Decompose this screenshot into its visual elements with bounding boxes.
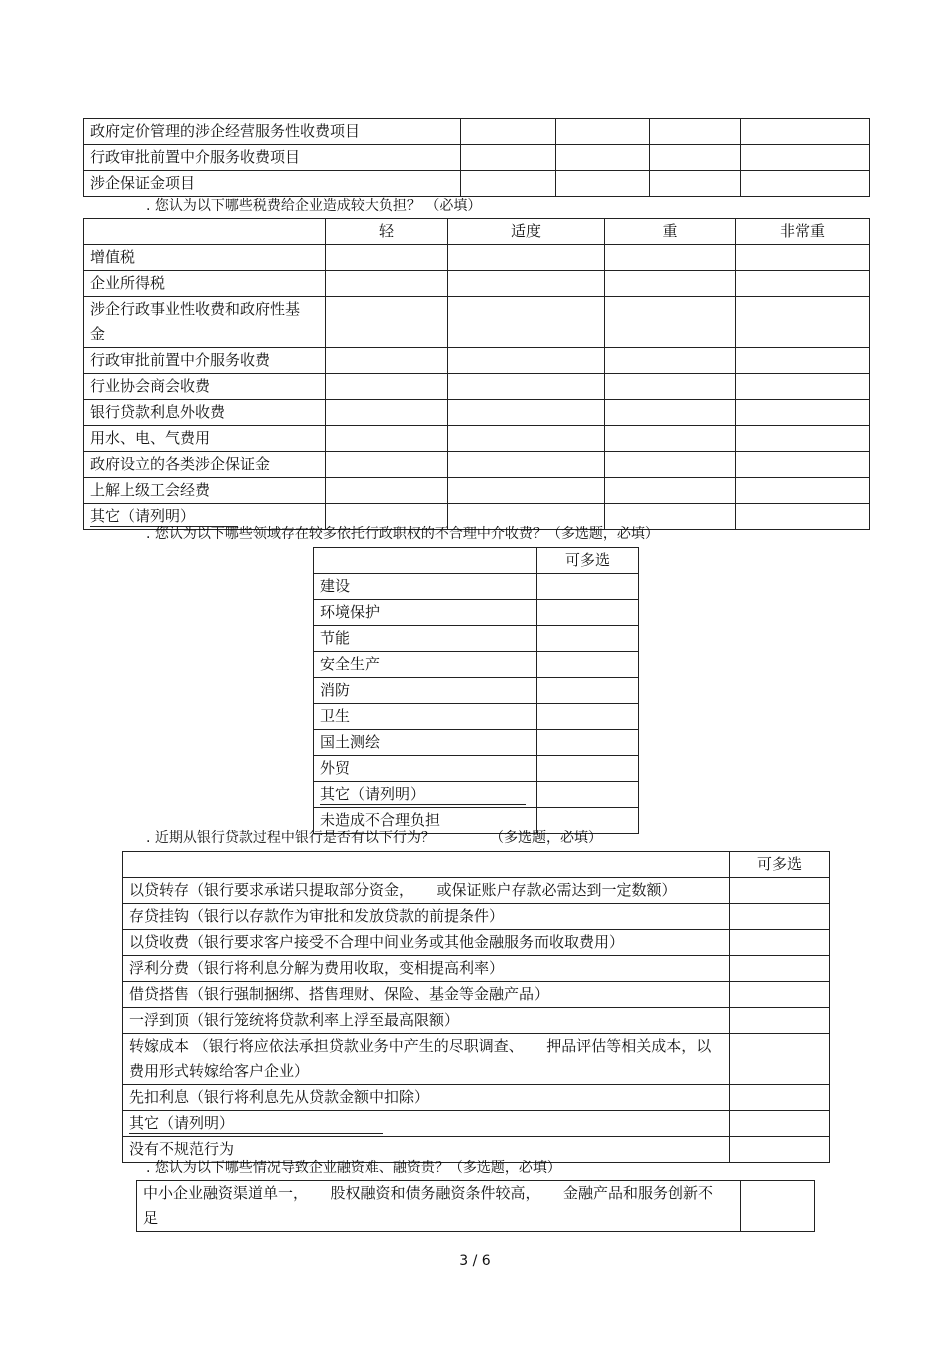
table-row (84, 426, 870, 452)
table-row (314, 626, 639, 652)
question-title: . 近期从银行贷款过程中银行是否有以下行为？ (146, 830, 435, 846)
table-row (84, 452, 870, 478)
header-moderate: 适度 (448, 219, 605, 245)
answer-cell[interactable] (326, 348, 448, 374)
table-row (84, 245, 870, 271)
row-label: 以贷收费（银行要求客户接受不合理中间业务或其他金融服务而收取费用） (123, 930, 730, 956)
answer-cell[interactable] (730, 1008, 830, 1034)
answer-cell[interactable] (736, 400, 870, 426)
row-label: 国土测绘 (314, 730, 537, 756)
header-blank (314, 548, 537, 574)
answer-cell[interactable] (537, 652, 639, 678)
answer-cell[interactable] (605, 478, 736, 504)
answer-cell[interactable] (736, 426, 870, 452)
fee-project-table (83, 118, 870, 197)
table-row (123, 904, 830, 930)
answer-cell[interactable] (736, 297, 870, 348)
row-label: 安全生产 (314, 652, 537, 678)
answer-cell[interactable] (448, 271, 605, 297)
header-row (84, 219, 870, 245)
row-label: 外贸 (314, 756, 537, 782)
answer-cell[interactable] (650, 171, 741, 197)
table-row (123, 1111, 830, 1137)
answer-cell[interactable] (448, 297, 605, 348)
answer-cell[interactable] (326, 426, 448, 452)
answer-cell[interactable] (650, 145, 741, 171)
answer-cell[interactable] (461, 119, 556, 145)
answer-cell[interactable] (605, 297, 736, 348)
table-row (314, 678, 639, 704)
row-label: 消防 (314, 678, 537, 704)
row-label: 涉企行政事业性收费和政府性基金 (84, 297, 326, 348)
answer-cell[interactable] (448, 400, 605, 426)
answer-cell[interactable] (730, 878, 830, 904)
other-fill-line[interactable]: 其它（请列明） (90, 506, 238, 527)
row-label: 政府设立的各类涉企保证金 (84, 452, 326, 478)
table-row (84, 171, 870, 197)
answer-cell[interactable] (537, 626, 639, 652)
row-label: 行政审批前置中介服务收费项目 (84, 145, 461, 171)
row-label: 行业协会商会收费 (84, 374, 326, 400)
header-blank (84, 219, 326, 245)
row-label-other (123, 1111, 730, 1137)
answer-cell[interactable] (650, 119, 741, 145)
answer-cell[interactable] (605, 348, 736, 374)
header-very-heavy: 非常重 (736, 219, 870, 245)
answer-cell[interactable] (605, 245, 736, 271)
row-label: 政府定价管理的涉企经营服务性收费项目 (84, 119, 461, 145)
answer-cell[interactable] (556, 119, 650, 145)
other-fill-line[interactable]: 其它（请列明） (129, 1113, 383, 1134)
row-label: 增值税 (84, 245, 326, 271)
row-label: 企业所得税 (84, 271, 326, 297)
row-label: 浮利分费（银行将利息分解为费用收取，变相提高利率） (123, 956, 730, 982)
answer-cell[interactable] (730, 1085, 830, 1111)
answer-cell[interactable] (736, 245, 870, 271)
row-label: 建设 (314, 574, 537, 600)
answer-cell[interactable] (448, 245, 605, 271)
table-row (314, 730, 639, 756)
table-row (123, 1034, 830, 1085)
answer-cell[interactable] (537, 600, 639, 626)
answer-cell[interactable] (448, 348, 605, 374)
tax-burden-table (83, 218, 870, 530)
table-row (137, 1181, 815, 1232)
table-row (123, 878, 830, 904)
answer-cell[interactable] (730, 1137, 830, 1163)
table-row (314, 782, 639, 808)
header-heavy: 重 (605, 219, 736, 245)
row-label-other (314, 782, 537, 808)
answer-cell[interactable] (326, 297, 448, 348)
answer-cell[interactable] (730, 930, 830, 956)
table-row (84, 297, 870, 348)
answer-cell[interactable] (605, 426, 736, 452)
page-number: 3 / 6 (459, 1253, 491, 1269)
answer-cell[interactable] (736, 271, 870, 297)
table-row (84, 374, 870, 400)
answer-cell[interactable] (736, 504, 870, 530)
row-label: 转嫁成本 （银行将应依法承担贷款业务中产生的尽职调查、 押品评估等相关成本，以费用形式转嫁给客户企业） (123, 1034, 730, 1085)
row-label: 先扣利息（银行将利息先从贷款金额中扣除） (123, 1085, 730, 1111)
row-label: 上解上级工会经费 (84, 478, 326, 504)
answer-cell[interactable] (461, 145, 556, 171)
answer-cell[interactable] (741, 171, 870, 197)
header-row (314, 548, 639, 574)
table-row (314, 704, 639, 730)
answer-cell[interactable] (326, 452, 448, 478)
question-title: . 您认为以下哪些情况导致企业融资难、融资贵？（多选题，必填） (146, 1160, 561, 1176)
table-row (314, 652, 639, 678)
table-row (84, 271, 870, 297)
answer-cell[interactable] (741, 145, 870, 171)
answer-cell[interactable] (605, 452, 736, 478)
answer-cell[interactable] (448, 374, 605, 400)
agency-fee-field-table (313, 547, 639, 834)
answer-cell[interactable] (730, 956, 830, 982)
answer-cell[interactable] (605, 400, 736, 426)
header-row (123, 852, 830, 878)
row-label: 一浮到顶（银行笼统将贷款利率上浮至最高限额） (123, 1008, 730, 1034)
answer-cell[interactable] (326, 374, 448, 400)
answer-cell[interactable] (537, 574, 639, 600)
other-fill-line[interactable]: 其它（请列明） (320, 784, 526, 805)
table-row (314, 756, 639, 782)
table-row (84, 119, 870, 145)
answer-cell[interactable] (605, 271, 736, 297)
answer-cell[interactable] (736, 348, 870, 374)
row-label: 存贷挂钩（银行以存款作为审批和发放贷款的前提条件） (123, 904, 730, 930)
table-row (84, 348, 870, 374)
row-label: 借贷搭售（银行强制捆绑、搭售理财、保险、基金等金融产品） (123, 982, 730, 1008)
answer-cell[interactable] (537, 756, 639, 782)
row-label: 涉企保证金项目 (84, 171, 461, 197)
header-light: 轻 (326, 219, 448, 245)
answer-cell[interactable] (736, 374, 870, 400)
answer-cell[interactable] (730, 904, 830, 930)
row-label: 节能 (314, 626, 537, 652)
answer-cell[interactable] (448, 426, 605, 452)
answer-cell[interactable] (537, 782, 639, 808)
row-label: 中小企业融资渠道单一， 股权融资和债务融资条件较高， 金融产品和服务创新不足 (137, 1181, 741, 1232)
question-title: . 您认为以下哪些税费给企业造成较大负担？ （必填） (146, 198, 482, 214)
row-label: 银行贷款利息外收费 (84, 400, 326, 426)
question-note: （多选题，必填） (490, 830, 602, 846)
question-title: . 您认为以下哪些领域存在较多依托行政职权的不合理中介收费？（多选题，必填） (146, 526, 659, 542)
answer-cell[interactable] (556, 145, 650, 171)
answer-cell[interactable] (537, 678, 639, 704)
table-row (84, 145, 870, 171)
row-label: 没有不规范行为 (123, 1137, 730, 1163)
answer-cell[interactable] (736, 452, 870, 478)
table-row (123, 1085, 830, 1111)
answer-cell[interactable] (537, 730, 639, 756)
header-blank (123, 852, 730, 878)
row-label: 用水、电、气费用 (84, 426, 326, 452)
answer-cell[interactable] (741, 119, 870, 145)
table-row (84, 478, 870, 504)
header-multi-select: 可多选 (730, 852, 830, 878)
table-row (314, 574, 639, 600)
row-label: 环境保护 (314, 600, 537, 626)
table-row (314, 600, 639, 626)
answer-cell[interactable] (730, 982, 830, 1008)
answer-cell[interactable] (461, 171, 556, 197)
answer-cell[interactable] (730, 1111, 830, 1137)
answer-cell[interactable] (326, 400, 448, 426)
answer-cell[interactable] (730, 1034, 830, 1085)
table-row (123, 1008, 830, 1034)
table-row (123, 982, 830, 1008)
bank-behavior-table (122, 851, 830, 1163)
answer-cell[interactable] (448, 452, 605, 478)
table-row (84, 400, 870, 426)
row-label: 以贷转存（银行要求承诺只提取部分资金， 或保证账户存款必需达到一定数额） (123, 878, 730, 904)
table-row (123, 930, 830, 956)
answer-cell[interactable] (448, 478, 605, 504)
answer-cell[interactable] (326, 478, 448, 504)
answer-cell[interactable] (556, 171, 650, 197)
answer-cell[interactable] (326, 271, 448, 297)
answer-cell[interactable] (326, 245, 448, 271)
answer-cell[interactable] (605, 374, 736, 400)
row-label: 卫生 (314, 704, 537, 730)
row-label: 行政审批前置中介服务收费 (84, 348, 326, 374)
table-row (123, 956, 830, 982)
header-multi-select: 可多选 (537, 548, 639, 574)
answer-cell[interactable] (741, 1181, 815, 1232)
answer-cell[interactable] (736, 478, 870, 504)
answer-cell[interactable] (537, 704, 639, 730)
financing-difficulty-table (136, 1180, 815, 1232)
row-label: 未造成不合理负担 (314, 808, 537, 834)
